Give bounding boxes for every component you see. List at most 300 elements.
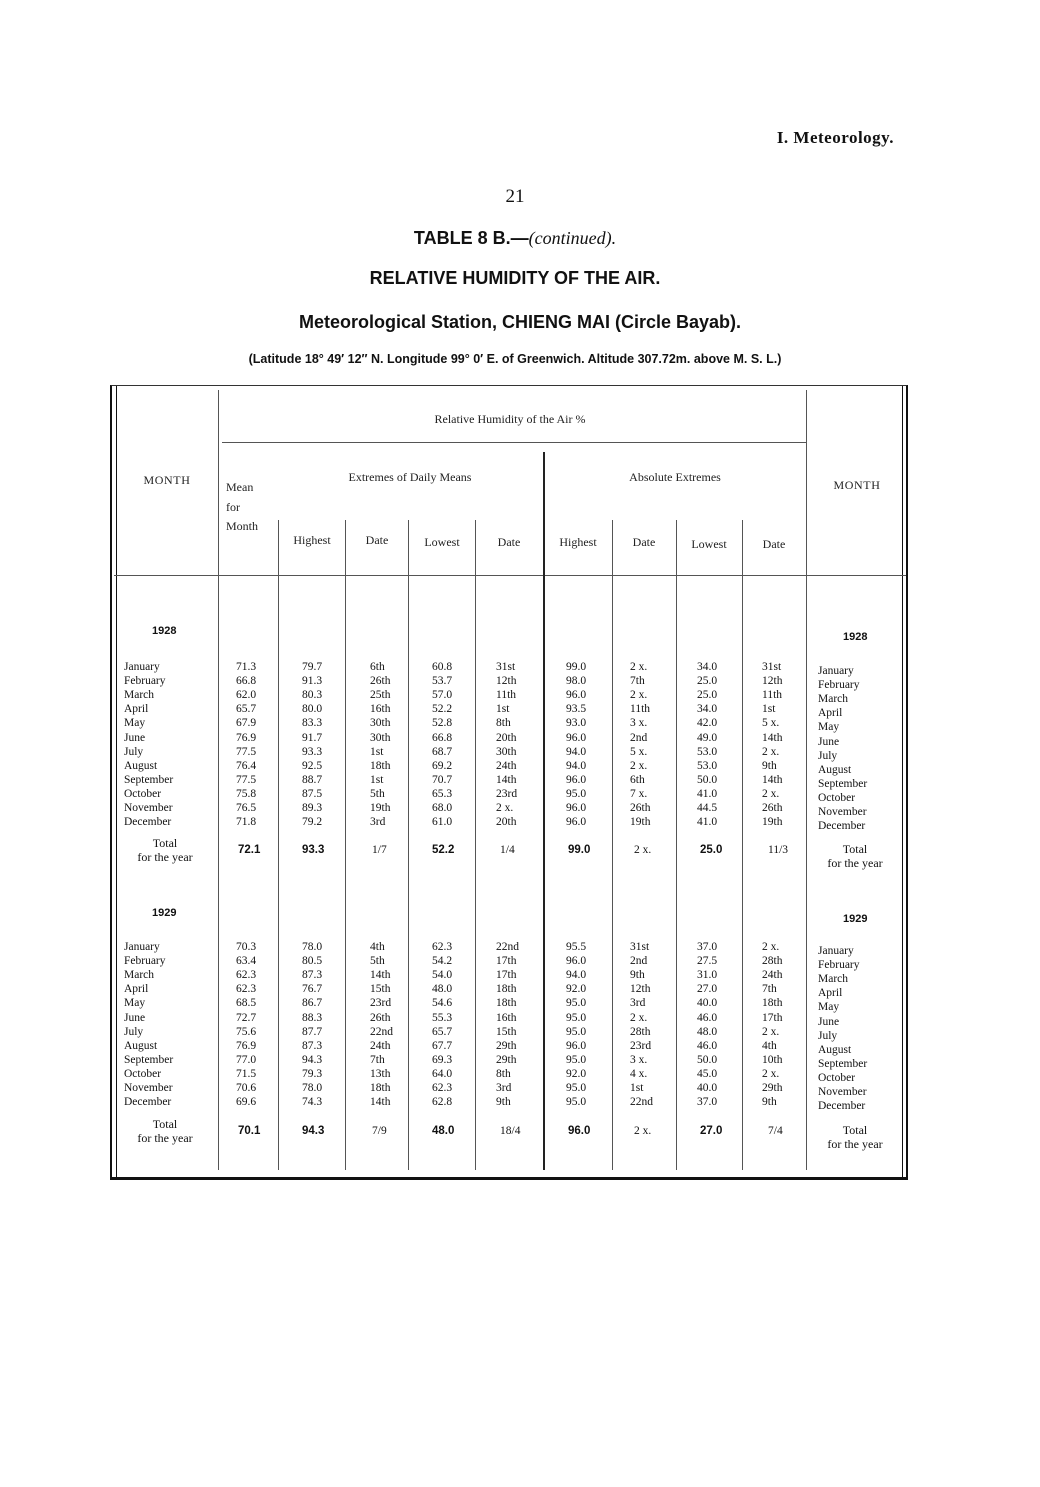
cell-highest: 87.7 bbox=[302, 1025, 323, 1038]
header-month-left: MONTH bbox=[143, 473, 191, 487]
cell-abs-lowest-date: 9th bbox=[762, 759, 777, 772]
table-row bbox=[0, 787, 1040, 804]
cell-abs-highest-date: 3 x. bbox=[630, 717, 648, 730]
cell-abs-highest-date: 12th bbox=[630, 983, 651, 996]
header-mean-line1: Mean bbox=[226, 480, 254, 494]
cell-lowest: 57.0 bbox=[432, 689, 453, 702]
header-absolute-extremes: Absolute Extremes bbox=[629, 470, 721, 484]
cell-abs-highest: 94.0 bbox=[566, 745, 587, 758]
cell-month-right: September bbox=[818, 777, 868, 790]
cell-abs-lowest-date: 17th bbox=[762, 1011, 783, 1024]
cell-highest-date: 19th bbox=[370, 802, 391, 814]
cell-abs-lowest-date: 2 x. bbox=[762, 787, 780, 800]
cell-abs-lowest: 49.0 bbox=[697, 731, 718, 744]
cell-highest-date: 1st bbox=[370, 773, 384, 786]
cell-month: August bbox=[124, 1039, 158, 1052]
cell-abs-lowest: 37.0 bbox=[697, 941, 718, 953]
cell-lowest: 48.0 bbox=[432, 983, 453, 996]
cell-lowest-date: 15th bbox=[496, 1025, 517, 1038]
cell-abs-lowest: 42.0 bbox=[697, 717, 718, 730]
cell-highest: 78.0 bbox=[302, 941, 323, 953]
cell-abs-highest: 95.0 bbox=[566, 997, 587, 1010]
cell-abs-highest: 98.0 bbox=[566, 675, 587, 688]
total-aldate: 7/4 bbox=[768, 1125, 783, 1137]
header-lowest: Lowest bbox=[424, 535, 460, 549]
cell-abs-lowest: 27.0 bbox=[697, 983, 718, 996]
cell-highest-date: 14th bbox=[370, 969, 391, 982]
cell-month: December bbox=[124, 816, 172, 829]
cell-abs-lowest-date: 1st bbox=[762, 703, 776, 716]
cell-highest-date: 18th bbox=[370, 759, 391, 772]
cell-lowest: 52.8 bbox=[432, 717, 453, 730]
cell-month: December bbox=[124, 1096, 172, 1109]
cell-mean: 70.6 bbox=[236, 1082, 257, 1094]
cell-month-right: June bbox=[818, 1015, 840, 1028]
cell-lowest: 65.3 bbox=[432, 787, 453, 800]
cell-highest: 87.5 bbox=[302, 787, 323, 800]
cell-lowest-date: 17th bbox=[496, 969, 517, 982]
cell-mean: 62.0 bbox=[236, 689, 257, 702]
cell-abs-lowest-date: 2 x. bbox=[762, 941, 780, 953]
cell-mean: 77.0 bbox=[236, 1053, 257, 1066]
header-extremes-daily: Extremes of Daily Means bbox=[348, 470, 472, 484]
cell-highest-date: 26th bbox=[370, 1011, 391, 1024]
cell-abs-lowest-date: 7th bbox=[762, 983, 777, 996]
cell-abs-highest-date: 23rd bbox=[630, 1039, 652, 1052]
cell-lowest-date: 24th bbox=[496, 759, 517, 772]
cell-abs-highest-date: 7 x. bbox=[630, 787, 648, 800]
cell-month: September bbox=[124, 1053, 174, 1066]
cell-abs-highest: 94.0 bbox=[566, 759, 587, 772]
cell-lowest-date: 20th bbox=[496, 816, 517, 829]
cell-abs-lowest: 31.0 bbox=[697, 969, 718, 982]
cell-abs-lowest: 41.0 bbox=[697, 787, 718, 800]
cell-month: January bbox=[124, 661, 160, 673]
cell-mean: 69.6 bbox=[236, 1096, 257, 1109]
total-label-left bbox=[120, 836, 210, 864]
cell-lowest: 62.3 bbox=[432, 1082, 453, 1094]
cell-abs-lowest-date: 12th bbox=[762, 675, 783, 688]
cell-highest: 86.7 bbox=[302, 997, 323, 1010]
cell-abs-highest: 94.0 bbox=[566, 969, 587, 982]
table-row bbox=[0, 1095, 1040, 1113]
year-label-left: 1928 bbox=[152, 625, 177, 637]
cell-lowest: 64.0 bbox=[432, 1067, 453, 1080]
cell-abs-highest: 95.0 bbox=[566, 1053, 587, 1066]
cell-month-right: July bbox=[818, 1029, 838, 1042]
cell-lowest-date: 30th bbox=[496, 745, 517, 758]
station-coordinates: (Latitude 18° 49′ 12″ N. Longitude 99° 0′ E. of Greenwich. Altitude 307.72m. above M. S. L.) bbox=[248, 352, 782, 366]
cell-highest-date: 3rd bbox=[370, 816, 386, 829]
table-row bbox=[0, 731, 1040, 748]
total-ldate: 1/4 bbox=[500, 844, 515, 856]
cell-lowest: 55.3 bbox=[432, 1011, 453, 1024]
table-row bbox=[0, 996, 1040, 1014]
cell-abs-highest-date: 22nd bbox=[630, 1096, 653, 1109]
cell-abs-highest: 96.0 bbox=[566, 802, 587, 814]
cell-month-right: April bbox=[818, 987, 843, 1000]
cell-abs-lowest: 50.0 bbox=[697, 1053, 718, 1066]
cell-abs-highest-date: 2nd bbox=[630, 955, 648, 968]
cell-highest: 74.3 bbox=[302, 1096, 323, 1109]
cell-mean: 77.5 bbox=[236, 773, 257, 786]
cell-lowest-date: 18th bbox=[496, 983, 517, 996]
cell-lowest-date: 31st bbox=[496, 661, 516, 673]
cell-abs-highest: 96.0 bbox=[566, 773, 587, 786]
cell-lowest: 69.3 bbox=[432, 1053, 453, 1066]
cell-highest: 92.5 bbox=[302, 759, 323, 772]
total-label-right bbox=[810, 842, 900, 870]
cell-abs-lowest: 34.0 bbox=[697, 703, 718, 716]
cell-abs-highest: 93.5 bbox=[566, 703, 587, 716]
total-hdate: 1/7 bbox=[372, 844, 387, 856]
section-tag: I. Meteorology. bbox=[776, 128, 894, 147]
cell-lowest: 54.0 bbox=[432, 969, 453, 982]
cell-lowest-date: 16th bbox=[496, 1011, 517, 1024]
total-low: 52.2 bbox=[432, 844, 455, 856]
cell-lowest: 68.7 bbox=[432, 745, 453, 758]
table-row bbox=[0, 1067, 1040, 1084]
table-row bbox=[0, 716, 1040, 734]
cell-mean: 71.3 bbox=[236, 661, 257, 673]
cell-month-right: March bbox=[818, 693, 849, 706]
cell-mean: 71.5 bbox=[236, 1067, 257, 1080]
cell-month-right: April bbox=[818, 707, 843, 720]
cell-month-right: November bbox=[818, 806, 867, 818]
cell-highest: 88.7 bbox=[302, 773, 323, 786]
cell-abs-lowest: 41.0 bbox=[697, 816, 718, 829]
cell-abs-lowest-date: 2 x. bbox=[762, 1025, 780, 1038]
cell-mean: 66.8 bbox=[236, 675, 257, 688]
cell-highest-date: 23rd bbox=[370, 997, 392, 1010]
cell-month-right: December bbox=[818, 1100, 866, 1113]
cell-abs-highest: 96.0 bbox=[566, 816, 587, 829]
cell-month: March bbox=[124, 969, 155, 982]
table-title bbox=[0, 228, 1030, 249]
cell-month: March bbox=[124, 689, 155, 702]
cell-mean: 76.4 bbox=[236, 759, 257, 772]
cell-highest-date: 14th bbox=[370, 1096, 391, 1109]
cell-lowest-date: 14th bbox=[496, 773, 517, 786]
cell-abs-lowest-date: 4th bbox=[762, 1039, 777, 1052]
table-title-main: TABLE 8 B.— bbox=[413, 228, 529, 248]
cell-month-right: January bbox=[818, 665, 854, 677]
cell-mean: 70.3 bbox=[236, 941, 257, 953]
total-label-line2: for the year bbox=[827, 856, 883, 870]
cell-lowest: 69.2 bbox=[432, 759, 453, 772]
cell-mean: 68.5 bbox=[236, 997, 257, 1010]
cell-abs-lowest-date: 5 x. bbox=[762, 717, 780, 730]
cell-abs-highest: 95.0 bbox=[566, 787, 587, 800]
cell-abs-highest: 92.0 bbox=[566, 1067, 587, 1080]
cell-highest: 88.3 bbox=[302, 1011, 323, 1024]
cell-lowest-date: 1st bbox=[496, 703, 510, 716]
cell-mean: 62.3 bbox=[236, 983, 257, 996]
table-row bbox=[0, 1053, 1040, 1070]
cell-month: September bbox=[124, 773, 174, 786]
total-label-line2: for the year bbox=[827, 1137, 883, 1151]
cell-abs-highest-date: 7th bbox=[630, 675, 645, 688]
total-aldate: 11/3 bbox=[768, 844, 789, 856]
cell-month: February bbox=[124, 675, 166, 688]
total-mean: 70.1 bbox=[238, 1125, 261, 1137]
cell-month-right: October bbox=[818, 791, 856, 804]
total-ahigh: 99.0 bbox=[568, 844, 591, 856]
cell-abs-highest-date: 5 x. bbox=[630, 745, 648, 758]
cell-lowest: 62.8 bbox=[432, 1096, 453, 1109]
cell-highest: 79.7 bbox=[302, 661, 323, 673]
cell-highest: 79.2 bbox=[302, 816, 323, 829]
cell-abs-lowest-date: 9th bbox=[762, 1096, 777, 1109]
cell-month-right: December bbox=[818, 820, 866, 833]
cell-abs-highest-date: 3 x. bbox=[630, 1053, 648, 1066]
cell-mean: 62.3 bbox=[236, 969, 257, 982]
cell-abs-lowest: 50.0 bbox=[697, 773, 718, 786]
header-abs-high-date: Date bbox=[632, 535, 656, 549]
cell-highest-date: 15th bbox=[370, 983, 391, 996]
header-mean-line3: Month bbox=[226, 519, 259, 534]
total-label-line1: Total bbox=[842, 842, 868, 856]
header-highest: Highest bbox=[293, 533, 331, 547]
cell-month: July bbox=[124, 745, 144, 758]
total-row bbox=[0, 1117, 1040, 1151]
cell-highest: 80.3 bbox=[302, 689, 323, 702]
cell-lowest: 52.2 bbox=[432, 703, 453, 716]
cell-lowest: 67.7 bbox=[432, 1039, 453, 1052]
table-row bbox=[0, 1039, 1040, 1056]
cell-abs-lowest-date: 28th bbox=[762, 955, 783, 968]
cell-highest: 79.3 bbox=[302, 1067, 323, 1080]
cell-abs-lowest-date: 2 x. bbox=[762, 1067, 780, 1080]
cell-highest-date: 16th bbox=[370, 703, 391, 716]
cell-mean: 63.4 bbox=[236, 955, 257, 968]
table-row bbox=[0, 688, 1040, 706]
cell-lowest-date: 18th bbox=[496, 997, 517, 1010]
total-hdate: 7/9 bbox=[372, 1125, 387, 1137]
cell-mean: 67.9 bbox=[236, 717, 257, 730]
cell-abs-lowest: 40.0 bbox=[697, 1082, 718, 1094]
cell-lowest-date: 23rd bbox=[496, 787, 518, 800]
cell-highest: 87.3 bbox=[302, 1039, 323, 1052]
cell-highest-date: 1st bbox=[370, 745, 384, 758]
cell-abs-highest-date: 1st bbox=[630, 1082, 644, 1094]
cell-abs-highest: 96.0 bbox=[566, 1039, 587, 1052]
table-row bbox=[0, 801, 1040, 818]
total-row bbox=[0, 836, 1040, 870]
cell-lowest: 62.3 bbox=[432, 941, 453, 953]
table-row bbox=[0, 954, 1040, 972]
cell-abs-highest: 95.5 bbox=[566, 941, 587, 953]
cell-abs-lowest: 53.0 bbox=[697, 759, 718, 772]
table-row bbox=[0, 940, 1040, 957]
cell-highest-date: 18th bbox=[370, 1082, 391, 1094]
total-ahdate: 2 x. bbox=[634, 844, 652, 856]
total-label-line2: for the year bbox=[137, 1131, 193, 1145]
cell-mean: 75.6 bbox=[236, 1025, 257, 1038]
cell-lowest-date: 20th bbox=[496, 731, 517, 744]
header-month-right: MONTH bbox=[833, 478, 881, 492]
total-label-left bbox=[120, 1117, 210, 1145]
cell-abs-lowest-date: 18th bbox=[762, 997, 783, 1010]
total-mean: 72.1 bbox=[238, 844, 261, 856]
cell-abs-highest: 92.0 bbox=[566, 983, 587, 996]
cell-highest: 93.3 bbox=[302, 745, 323, 758]
cell-highest-date: 13th bbox=[370, 1067, 391, 1080]
header-abs-lowest: Lowest bbox=[691, 537, 727, 551]
table-row bbox=[0, 1025, 1040, 1042]
station-heading: Meteorological Station, CHIENG MAI (Circle Bayab). bbox=[298, 312, 742, 332]
cell-abs-lowest: 45.0 bbox=[697, 1067, 718, 1080]
cell-month-right: February bbox=[818, 679, 860, 692]
table-row bbox=[0, 815, 1040, 833]
cell-month: July bbox=[124, 1025, 144, 1038]
cell-month: August bbox=[124, 759, 158, 772]
cell-lowest-date: 29th bbox=[496, 1039, 517, 1052]
cell-lowest-date: 12th bbox=[496, 675, 517, 688]
cell-highest: 78.0 bbox=[302, 1082, 323, 1094]
cell-highest-date: 26th bbox=[370, 675, 391, 688]
cell-month: October bbox=[124, 1067, 162, 1080]
cell-month: February bbox=[124, 955, 166, 968]
cell-highest-date: 5th bbox=[370, 955, 385, 968]
cell-month: November bbox=[124, 802, 173, 814]
cell-lowest-date: 8th bbox=[496, 1067, 511, 1080]
table-row bbox=[0, 773, 1040, 790]
cell-highest: 89.3 bbox=[302, 802, 323, 814]
cell-highest: 91.3 bbox=[302, 675, 323, 688]
total-label-right bbox=[810, 1123, 900, 1151]
cell-month-right: May bbox=[818, 721, 840, 734]
cell-abs-highest-date: 19th bbox=[630, 816, 651, 829]
cell-abs-highest-date: 11th bbox=[630, 703, 651, 716]
cell-month-right: February bbox=[818, 959, 860, 972]
total-ahdate: 2 x. bbox=[634, 1125, 652, 1137]
cell-abs-lowest: 25.0 bbox=[697, 689, 718, 702]
cell-abs-lowest: 46.0 bbox=[697, 1039, 718, 1052]
cell-lowest: 66.8 bbox=[432, 731, 453, 744]
cell-month: May bbox=[124, 997, 146, 1010]
cell-mean: 77.5 bbox=[236, 745, 257, 758]
cell-month-right: June bbox=[818, 735, 840, 748]
cell-lowest-date: 3rd bbox=[496, 1082, 512, 1094]
cell-mean: 76.5 bbox=[236, 802, 257, 814]
cell-abs-lowest: 46.0 bbox=[697, 1011, 718, 1024]
total-high: 93.3 bbox=[302, 844, 325, 856]
cell-lowest: 68.0 bbox=[432, 802, 453, 814]
cell-abs-highest: 99.0 bbox=[566, 661, 587, 673]
cell-abs-lowest: 53.0 bbox=[697, 745, 718, 758]
cell-highest-date: 22nd bbox=[370, 1025, 393, 1038]
cell-month-right: August bbox=[818, 763, 852, 776]
cell-month-right: July bbox=[818, 749, 838, 762]
cell-lowest: 53.7 bbox=[432, 675, 453, 688]
table-subtitle: RELATIVE HUMIDITY OF THE AIR. bbox=[369, 268, 661, 288]
cell-abs-lowest-date: 10th bbox=[762, 1053, 783, 1066]
cell-abs-highest: 96.0 bbox=[566, 955, 587, 968]
cell-abs-highest-date: 28th bbox=[630, 1025, 651, 1038]
header-rule-group bbox=[222, 442, 806, 443]
cell-abs-lowest: 27.5 bbox=[697, 955, 718, 968]
cell-abs-lowest: 25.0 bbox=[697, 675, 718, 688]
total-label-line2: for the year bbox=[137, 850, 193, 864]
cell-month: June bbox=[124, 1011, 146, 1024]
page-number: 21 bbox=[505, 186, 525, 207]
cell-abs-highest-date: 9th bbox=[630, 969, 645, 982]
table-row bbox=[0, 674, 1040, 692]
cell-highest-date: 25th bbox=[370, 689, 391, 702]
cell-month-right: March bbox=[818, 973, 849, 986]
cell-abs-lowest-date: 31st bbox=[762, 661, 782, 673]
cell-abs-highest-date: 26th bbox=[630, 802, 651, 814]
total-alow: 27.0 bbox=[700, 1125, 723, 1137]
table-row bbox=[0, 982, 1040, 1000]
cell-abs-lowest: 34.0 bbox=[697, 661, 718, 673]
cell-month: June bbox=[124, 731, 146, 744]
header-abs-highest: Highest bbox=[559, 535, 597, 549]
cell-abs-lowest: 37.0 bbox=[697, 1096, 718, 1109]
cell-lowest: 54.6 bbox=[432, 997, 453, 1010]
cell-lowest-date: 11th bbox=[496, 689, 517, 702]
cell-month-right: May bbox=[818, 1001, 840, 1014]
cell-lowest-date: 17th bbox=[496, 955, 517, 968]
cell-highest: 76.7 bbox=[302, 983, 323, 996]
cell-lowest-date: 2 x. bbox=[496, 802, 514, 814]
cell-highest-date: 24th bbox=[370, 1039, 391, 1052]
cell-abs-highest: 96.0 bbox=[566, 731, 587, 744]
cell-abs-highest-date: 2 x. bbox=[630, 759, 648, 772]
cell-mean: 72.7 bbox=[236, 1011, 257, 1024]
cell-abs-lowest: 48.0 bbox=[697, 1025, 718, 1038]
total-ldate: 18/4 bbox=[500, 1125, 521, 1137]
cell-abs-highest: 96.0 bbox=[566, 689, 587, 702]
cell-highest-date: 4th bbox=[370, 941, 385, 953]
cell-abs-highest: 95.0 bbox=[566, 1025, 587, 1038]
cell-highest-date: 30th bbox=[370, 717, 391, 730]
cell-month-right: November bbox=[818, 1086, 867, 1098]
cell-mean: 75.8 bbox=[236, 787, 257, 800]
cell-abs-highest-date: 4 x. bbox=[630, 1067, 648, 1080]
table-row bbox=[0, 1081, 1040, 1098]
cell-abs-highest-date: 2nd bbox=[630, 731, 648, 744]
year-label-right: 1928 bbox=[843, 631, 868, 643]
cell-month: January bbox=[124, 941, 160, 953]
cell-lowest-date: 29th bbox=[496, 1053, 517, 1066]
cell-highest: 94.3 bbox=[302, 1053, 323, 1066]
header-high-date: Date bbox=[365, 533, 389, 547]
cell-abs-lowest-date: 14th bbox=[762, 731, 783, 744]
cell-abs-highest: 95.0 bbox=[566, 1082, 587, 1094]
cell-highest: 87.3 bbox=[302, 969, 323, 982]
total-label-line1: Total bbox=[842, 1123, 868, 1137]
cell-abs-lowest: 40.0 bbox=[697, 997, 718, 1010]
cell-month-right: October bbox=[818, 1071, 856, 1084]
header-mean bbox=[226, 480, 274, 535]
cell-abs-highest: 95.0 bbox=[566, 1011, 587, 1024]
cell-highest-date: 7th bbox=[370, 1053, 385, 1066]
total-high: 94.3 bbox=[302, 1125, 325, 1137]
total-label-line1: Total bbox=[152, 1117, 178, 1131]
cell-highest: 80.0 bbox=[302, 703, 323, 716]
cell-abs-highest-date: 2 x. bbox=[630, 689, 648, 702]
table-row bbox=[0, 702, 1040, 720]
table-row bbox=[0, 660, 1040, 677]
cell-abs-lowest-date: 29th bbox=[762, 1082, 783, 1094]
cell-highest: 80.5 bbox=[302, 955, 323, 968]
header-rule-bottom bbox=[114, 575, 906, 576]
cell-lowest: 60.8 bbox=[432, 661, 453, 673]
cell-abs-lowest-date: 14th bbox=[762, 773, 783, 786]
cell-mean: 76.9 bbox=[236, 1039, 257, 1052]
